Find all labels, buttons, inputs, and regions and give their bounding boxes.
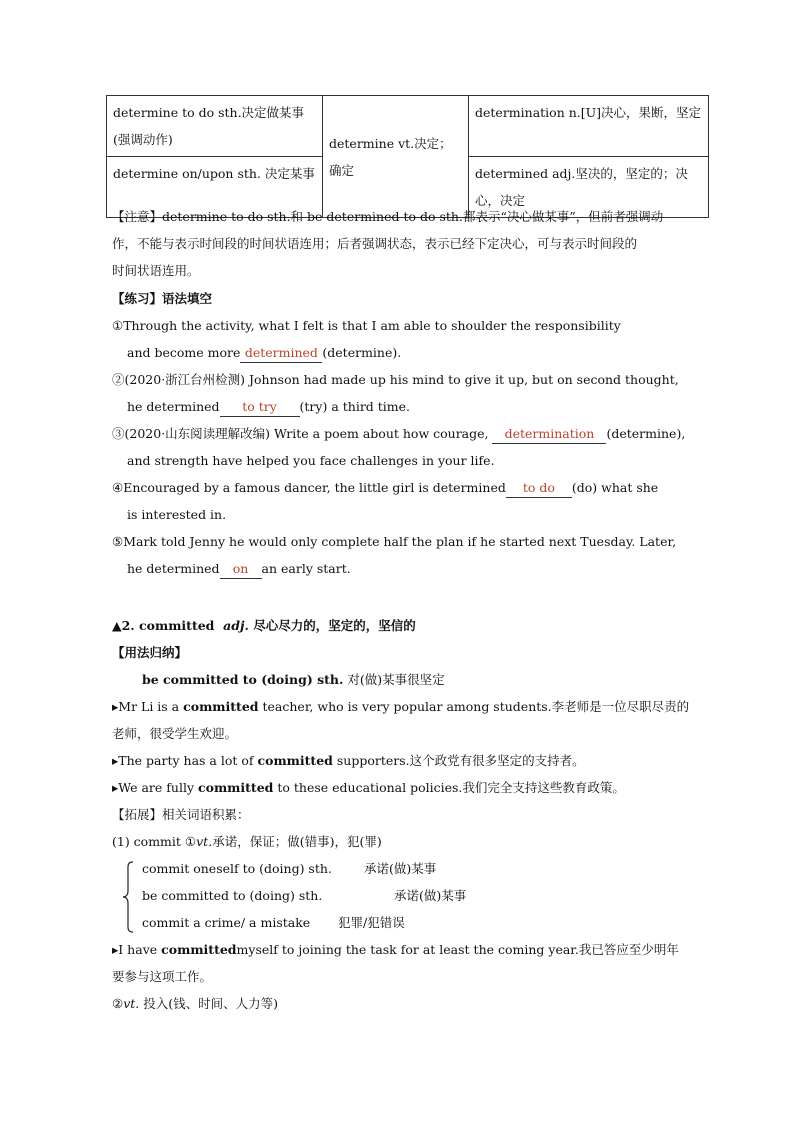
table-cell-determine-to-do: determine to do sth.决定做某事(强调动作) [107, 96, 323, 157]
example-4-line-1: ▸I have committedmyself to joining the task for at least the coming year.我已答应至少明年 [112, 942, 679, 957]
example-2: ▸The party has a lot of committed supporters.这个政党有很多坚定的支持者。 [112, 753, 585, 768]
question-2-line-1: ②(2020·浙江台州检测) Johnson had made up his mind to give it up, but on second thought, [112, 372, 679, 387]
usage-title: 【用法归纳】 [112, 645, 188, 660]
question-1-line-2: and become more determined (determine). [112, 339, 704, 366]
curly-brace-icon [122, 861, 134, 933]
note-line-3: 时间状语连用。 [112, 263, 200, 278]
example-4-line-2: 要参与这项工作。 [112, 969, 213, 984]
question-1-line-1: ①Through the activity, what I felt is that I am able to shoulder the responsibility [112, 318, 621, 333]
question-4-line-1: ④Encouraged by a famous dancer, the little girl is determined to do (do) what she [112, 474, 704, 501]
phrase-group [112, 855, 704, 936]
question-5-line-2: he determined on an early start. [112, 555, 704, 582]
answer-blank-4: to do [506, 479, 572, 498]
vocabulary-table [106, 95, 709, 218]
table-cell-determine-on: determine on/upon sth. 决定某事 [107, 157, 323, 218]
table-cell-determined-adj: determined adj.坚决的，坚定的；决心，决定 [469, 157, 709, 218]
practice-title: 【练习】语法填空 [112, 291, 213, 306]
answer-blank-2: to try [220, 398, 300, 417]
example-1-line-1: ▸Mr Li is a committed teacher, who is very popular among students.李老师是一位尽职尽责的 [112, 699, 690, 714]
practice-section [112, 285, 704, 582]
question-4-line-2: is interested in. [127, 507, 227, 522]
answer-blank-1: determined [240, 344, 322, 363]
phrase-2: be committed to (doing) sth. 承诺(做)某事 [142, 888, 467, 903]
question-2-line-2: he determined to try (try) a third time. [112, 393, 704, 420]
note-line-2: 作，不能与表示时间段的时间状语连用；后者强调状态，表示已经下定决心，可与表示时间段的 [112, 236, 638, 251]
question-3-line-1: ③(2020·山东阅读理解改编) Write a poem about how courage, determination (determine), [112, 420, 704, 447]
commit-definition-2: ②vt. 投入(钱、时间、人力等) [112, 996, 279, 1011]
note-line-1: 【注意】determine to do sth.和 be determined to do sth.都表示“决心做某事”，但前者强调动 [112, 209, 664, 224]
section-heading: ▲2. committed adj. 尽心尽力的，坚定的，坚信的 [112, 618, 416, 633]
question-3-line-2: and strength have helped you face challenges in your life. [127, 453, 495, 468]
extension-title: 【拓展】相关词语积累： [112, 807, 250, 822]
usage-pattern: be committed to (doing) sth. 对(做)某事很坚定 [142, 672, 445, 687]
answer-blank-3: determination [492, 425, 606, 444]
phrase-1: commit oneself to (doing) sth. 承诺(做)某事 [142, 861, 437, 876]
table-cell-determination: determination n.[U]决心，果断，坚定 [469, 96, 709, 157]
answer-blank-5: on [220, 560, 262, 579]
commit-definition: (1) commit ①vt.承诺，保证；做(错事)，犯(罪) [112, 834, 382, 849]
note-section [112, 203, 704, 284]
example-1-line-2: 老师，很受学生欢迎。 [112, 726, 238, 741]
committed-section [112, 612, 704, 1017]
question-5-line-1: ⑤Mark told Jenny he would only complete half the plan if he started next Tuesday. Later, [112, 534, 677, 549]
phrase-3: commit a crime/ a mistake 犯罪/犯错误 [142, 915, 405, 930]
example-3: ▸We are fully committed to these educational policies.我们完全支持这些教育政策。 [112, 780, 625, 795]
table-cell-determine-vt: determine vt.决定；确定 [323, 96, 469, 218]
